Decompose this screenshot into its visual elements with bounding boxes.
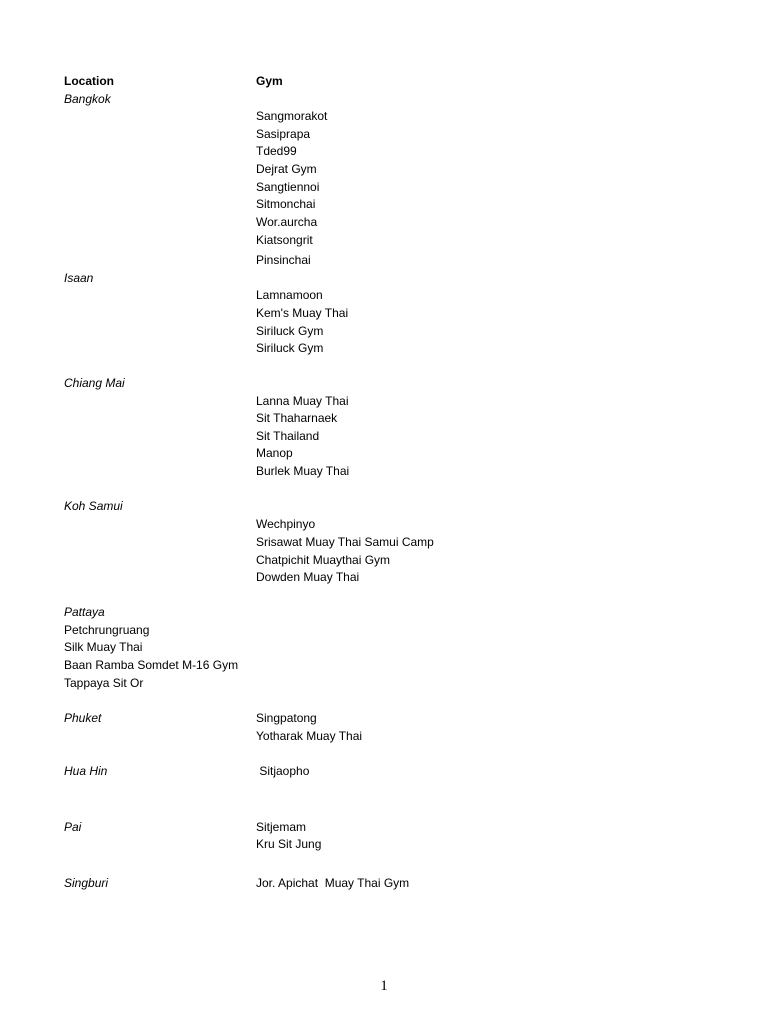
location-phuket: Phuket xyxy=(64,711,102,725)
gym-entry: Kiatsongrit xyxy=(256,233,313,247)
gym-entry: Sangmorakot xyxy=(256,109,328,123)
gym-entry: Petchrungruang xyxy=(64,623,150,637)
gym-entry: Pinsinchai xyxy=(256,253,311,267)
gym-entry: Sitmonchai xyxy=(256,197,316,211)
gym-entry: Kru Sit Jung xyxy=(256,837,322,851)
location-koh-samui: Koh Samui xyxy=(64,499,123,513)
location-bangkok: Bangkok xyxy=(64,92,111,106)
gym-entry: Yotharak Muay Thai xyxy=(256,729,363,743)
gym-entry: Siriluck Gym xyxy=(256,324,324,338)
gym-entry: Wor.aurcha xyxy=(256,215,318,229)
gym-entry: Srisawat Muay Thai Samui Camp xyxy=(256,535,434,549)
location-hua-hin: Hua Hin xyxy=(64,764,108,778)
location-singburi: Singburi xyxy=(64,876,109,890)
location-chiang-mai: Chiang Mai xyxy=(64,376,125,390)
page-number: 1 xyxy=(380,978,388,994)
gym-entry: Dejrat Gym xyxy=(256,162,317,176)
gym-entry: Chatpichit Muaythai Gym xyxy=(256,553,391,567)
gym-entry: Lamnamoon xyxy=(256,288,323,302)
gym-entry: Sit Thaharnaek xyxy=(256,411,338,425)
gym-entry: Manop xyxy=(256,446,293,460)
gym-entry: Sangtiennoi xyxy=(256,180,320,194)
gym-entry: Wechpinyo xyxy=(256,517,316,531)
gym-column-header: Gym xyxy=(256,74,283,88)
gym-entry: Singpatong xyxy=(256,711,317,725)
gym-entry: Lanna Muay Thai xyxy=(256,394,349,408)
location-column-header: Location xyxy=(64,74,114,88)
gym-entry: Sitjaopho xyxy=(256,764,310,778)
location-pattaya: Pattaya xyxy=(64,605,105,619)
gym-entry: Sitjemam xyxy=(256,820,307,834)
gym-entry: Kem's Muay Thai xyxy=(256,306,349,320)
gym-entry: Tappaya Sit Or xyxy=(64,676,144,690)
gym-entry: Jor. Apichat Muay Thai Gym xyxy=(256,876,410,890)
gym-entry: Siriluck Gym xyxy=(256,341,324,355)
gym-entry: Dowden Muay Thai xyxy=(256,570,360,584)
gym-entry: Tded99 xyxy=(256,144,297,158)
gym-entry: Sasiprapa xyxy=(256,127,311,141)
gym-entry: Burlek Muay Thai xyxy=(256,464,350,478)
location-isaan: Isaan xyxy=(64,271,94,285)
gym-entry: Baan Ramba Somdet M-16 Gym xyxy=(64,658,239,672)
location-pai: Pai xyxy=(64,820,82,834)
gym-entry: Sit Thailand xyxy=(256,429,320,443)
gym-entry: Silk Muay Thai xyxy=(64,640,143,654)
